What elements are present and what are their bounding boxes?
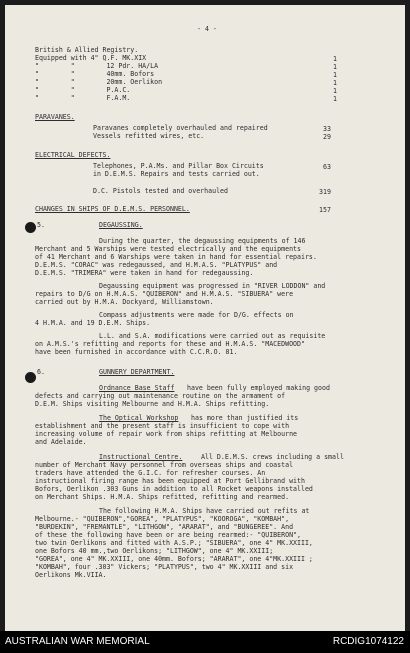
footer-source: AUSTRALIAN WAR MEMORIAL	[5, 636, 150, 647]
degaussing-line: During the quarter, the degaussing equipments of 146	[99, 237, 306, 245]
paravanes-row: Paravanes completely overhauled and repaired	[93, 124, 268, 132]
page-number: - 4 -	[197, 25, 217, 33]
instructional-line: on Merchant Ships. H.M.A. Ships refitted, refitting and rearmed.	[35, 493, 290, 501]
registry-row: Equipped with 4" Q.F. MK.XIX	[35, 54, 147, 62]
ordnance-line: defects and carrying out maintenance routine on the armament of	[35, 392, 286, 400]
electrical-row: in D.E.M.S. Repairs and tests carried out.	[93, 170, 260, 178]
refits-line: Melbourne.- "QUIBERON","GOREA", "PLATYPUS", "KOOROGA", "KOMBAH",	[35, 515, 290, 523]
degaussing-line: Compass adjustments were made for D/G. effects on	[99, 311, 294, 319]
registry-count: 1	[333, 63, 337, 71]
degaussing-line: of 41 Merchant and 6 Warships were taken in hand for essential repairs.	[35, 253, 317, 261]
registry-count: 1	[333, 55, 337, 63]
refits-line: "GOREA", one 4" MK.XXIII, one 40mm. Bofors; "ARARAT", one 4"MK.XXIII ;	[35, 555, 313, 563]
degaussing-line: D.E.M.S. "TRIMERA" were taken in hand for redegaussing.	[35, 269, 254, 277]
footer-id: RCDIG1074122	[332, 636, 404, 647]
optical-title: The Optical Workshop	[99, 414, 179, 422]
electrical-count: 63	[323, 163, 331, 171]
refits-line: The following H.M.A. Ships have carried out refits at	[99, 507, 310, 515]
paravanes-count: 29	[323, 133, 331, 141]
section-number: 6.	[37, 368, 45, 376]
gunnery-heading: GUNNERY DEPARTMENT.	[99, 368, 175, 376]
refits-line: one Bofors 40 mm.,two Oerlikons; "LITHGOW", one 4" MK.XXIII;	[35, 547, 274, 555]
registry-row: " " 20mm. Oerlikon	[35, 78, 163, 86]
registry-count: 1	[333, 79, 337, 87]
degaussing-line: have been furnished in accordance with C.C.R.O. 81.	[35, 348, 238, 356]
refits-line: "BURDEKIN", "FREMANTLE", "LITHGOW", "ARARAT", and "BUNGEREE". And	[35, 523, 294, 531]
degaussing-line: Degaussing equipment was progressed in "RIVER LODDON" and	[99, 282, 326, 290]
degaussing-line: D.E.M.S. "CORAC" was redegaussed, and H.M.A.S. "PLATYPUS" and	[35, 261, 278, 269]
personnel-count: 157	[319, 206, 331, 214]
electrical-count: 319	[319, 188, 331, 196]
optical-line: increasing volume of repair work from ships refitting at Melbourne	[35, 430, 298, 438]
degaussing-line: 4 H.M.A. and 19 D.E.M. Ships.	[35, 319, 151, 327]
refits-line: "KOMBAH", four .303" Vickers; "PLATYPUS", two 4" MK.XXIII and six	[35, 563, 294, 571]
optical-line: and Adelaide.	[35, 438, 87, 446]
instructional-line: Bofors, Oerlikon .303 Guns in addition to all Rocket weapons installed	[35, 485, 313, 493]
registry-count: 1	[333, 71, 337, 79]
electrical-heading: ELECTRICAL DEFECTS.	[35, 151, 111, 159]
electrical-row: D.C. Pistols tested and overhauled	[93, 187, 228, 195]
refits-line: of these the following have been or are being rearmed:- "QUIBERON",	[35, 531, 301, 539]
optical-line: has more than justified its	[191, 414, 299, 422]
instructional-line: All D.E.M.S. crews including a small	[201, 453, 344, 461]
registry-row: " " 40mm. Bofors	[35, 70, 155, 78]
ordnance-line: D.E.M. Ships visiting Melbourne and H.M.A. Ships refitting.	[35, 400, 270, 408]
degaussing-line: carried out by H.M.A. Dockyard, Williamstown.	[35, 298, 214, 306]
footer-bar	[0, 631, 410, 653]
paravanes-heading: PARAVANES.	[35, 113, 75, 121]
degaussing-line: L.L. and S.A. modifications were carried out as requisite	[99, 332, 326, 340]
paravanes-row: Vessels refitted wires, etc.	[93, 132, 205, 140]
document-page	[5, 5, 405, 631]
degaussing-heading: DEGAUSSING.	[99, 221, 143, 229]
paravanes-count: 33	[323, 125, 331, 133]
instructional-line: instructional firing range has been equipped at Port Gellibrand with	[35, 477, 305, 485]
degaussing-line: Merchant and 5 Warships were tested electrically and the equipments	[35, 245, 301, 253]
instructional-line: number of Merchant Navy personnel from overseas ships and coastal	[35, 461, 294, 469]
instructional-title: Instructional Centre.	[99, 453, 183, 461]
registry-row: " " 12 Pdr. HA/LA	[35, 62, 159, 70]
registry-row: " " P.A.C.	[35, 86, 131, 94]
personnel-heading: CHANGES IN SHIPS OF D.E.M.S. PERSONNEL.	[35, 205, 190, 213]
electrical-row: Telephones, P.A.Ms. and Pillar Box Circuits	[93, 162, 264, 170]
registry-count: 1	[333, 95, 337, 103]
punch-hole	[25, 222, 36, 233]
ordnance-line: have been fully employed making good	[187, 384, 330, 392]
optical-line: establishment and the present staff is insufficient to cope with	[35, 422, 290, 430]
refits-line: two twin Oerlikons and fitted with A.S.P.; "SIBUERA", one 4" MK.XXIII,	[35, 539, 313, 547]
punch-hole	[25, 372, 36, 383]
refits-line: Oerlikons Mk.VIIA.	[35, 571, 107, 579]
registry-count: 1	[333, 87, 337, 95]
ordnance-title: Ordnance Base Staff	[99, 384, 175, 392]
degaussing-line: on A.M.S.'s refitting and reports for these and H.M.A.S. "MACEDWOOD"	[35, 340, 305, 348]
degaussing-line: repairs to D/G on H.M.A.S. "QUIBERON" and H.M.A.S. "SIBUERA" were	[35, 290, 294, 298]
instructional-line: traders have attended the G.I.C. for refresher courses. An	[35, 469, 266, 477]
section-number: 5.	[37, 221, 45, 229]
registry-heading: British & Allied Registry.	[35, 46, 139, 54]
registry-row: " " F.A.M.	[35, 94, 131, 102]
